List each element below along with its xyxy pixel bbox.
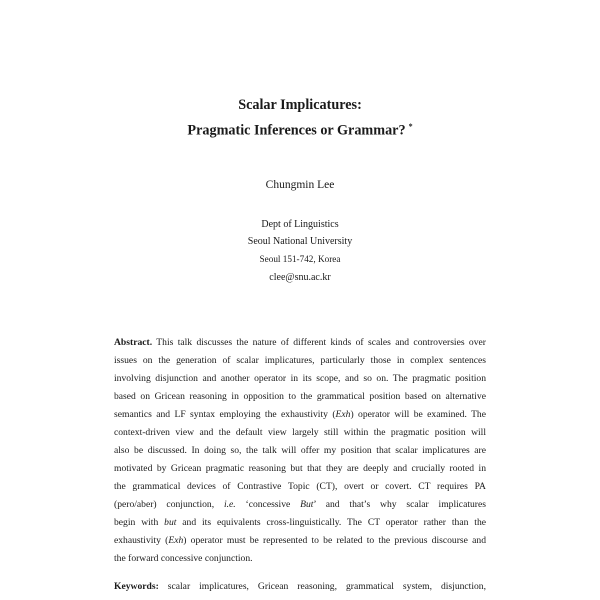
- abstract-text: ) operator will be examined. The: [350, 409, 486, 420]
- abstract-line: motivated by Gricean pragmatic reasoning but that they are deeply and crucially rooted in: [114, 463, 486, 474]
- abstract-italic: Exh: [335, 409, 351, 420]
- abstract-line: the forward concessive conjunction.: [114, 553, 253, 564]
- abstract-text: (pero/aber) conjunction,: [114, 499, 224, 510]
- keywords: [114, 580, 486, 593]
- author-name: Chungmin Lee: [265, 179, 335, 191]
- title-footnote-mark: *: [408, 122, 413, 131]
- affiliation-address: Seoul 151-742, Korea: [259, 254, 341, 264]
- abstract-text: semantics and LF syntax employing the exhaustivity (: [114, 409, 336, 420]
- abstract-text: ’ and that’s why scalar implicatures: [313, 499, 486, 510]
- paper-title-line-2: [0, 118, 600, 140]
- keywords-text: scalar implicatures, Gricean reasoning, grammatical system, disjunction,: [167, 581, 486, 592]
- abstract-line: [114, 534, 486, 547]
- abstract-line: [114, 336, 486, 349]
- abstract-text: ‘concessive: [235, 499, 301, 510]
- paper-title-text: Pragmatic Inferences or Grammar?: [187, 122, 406, 139]
- abstract-line: based on Gricean reasoning in opposition to the grammatical position based on alternative: [114, 391, 486, 402]
- keywords-label: Keywords:: [114, 581, 159, 592]
- abstract-line: [114, 408, 486, 421]
- affiliation-university: Seoul National University: [247, 236, 353, 247]
- abstract-italic: but: [164, 517, 177, 528]
- abstract-italic: i.e.: [223, 499, 236, 510]
- author-email: clee@snu.ac.kr: [269, 272, 331, 283]
- abstract-text: ) operator must be represented to be related to the previous discourse and: [183, 535, 486, 546]
- abstract-text: begin with: [114, 517, 165, 528]
- abstract-line: issues on the generation of scalar implicatures, particularly those in complex sentences: [114, 355, 486, 366]
- abstract-italic: Exh: [168, 535, 184, 546]
- abstract-text: This talk discusses the nature of different kinds of scales and controversies over: [156, 337, 486, 348]
- abstract-line: context-driven view and the default view largely still within the pragmatic position will: [114, 427, 486, 438]
- abstract-line: the grammatical devices of Contrastive Topic (CT), overt or covert. CT requires PA: [114, 481, 486, 492]
- abstract-text: and its equivalents cross-linguistically. The CT operator rather than the: [176, 517, 486, 528]
- abstract-text: exhaustivity (: [114, 535, 169, 546]
- abstract-line: [114, 498, 486, 511]
- abstract-line: [114, 516, 486, 529]
- affiliation-dept: Dept of Linguistics: [261, 219, 339, 230]
- paper-title-line-1: Scalar Implicatures:: [238, 97, 362, 113]
- abstract-line: also be discussed. In doing so, the talk will offer my position that scalar implicatures are: [114, 445, 486, 456]
- abstract-line: involving disjunction and another operator in its scope, and so on. The pragmatic position: [114, 373, 486, 384]
- abstract-italic: But: [300, 499, 314, 510]
- abstract-label: Abstract.: [114, 337, 153, 348]
